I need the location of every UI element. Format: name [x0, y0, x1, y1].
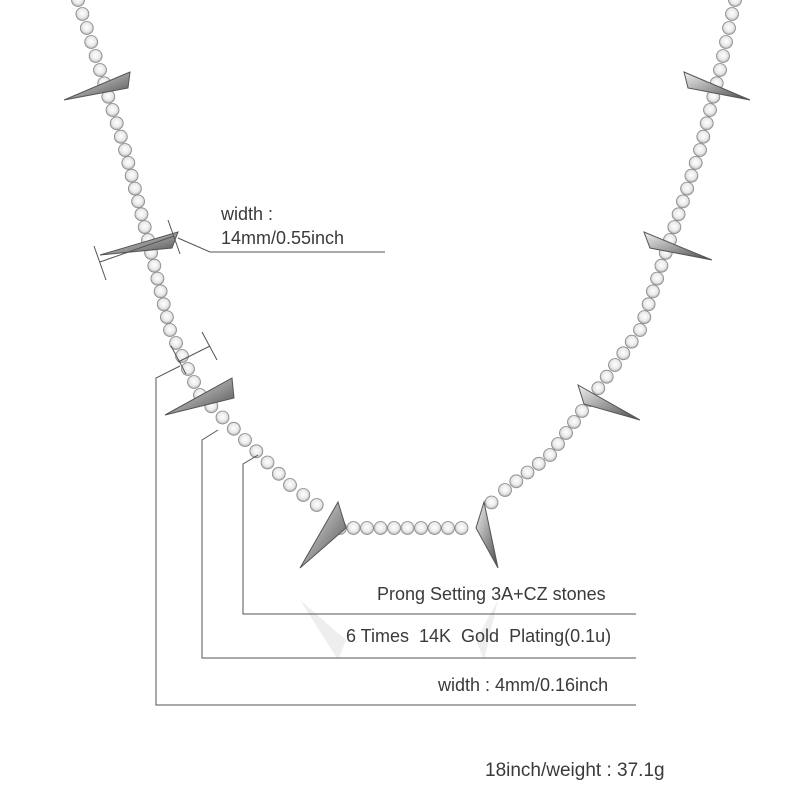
cz-stone [521, 466, 534, 479]
cz-stone [125, 169, 138, 182]
cz-stone [374, 522, 387, 535]
cz-stone [694, 144, 707, 157]
chain-left-strand [72, 0, 324, 512]
cz-stone [552, 438, 565, 451]
cz-stone [415, 522, 428, 535]
cz-stone [347, 522, 360, 535]
chain-right-strand [485, 0, 742, 509]
cz-stone [132, 195, 145, 208]
cz-stone [576, 405, 589, 418]
spike-charm [476, 502, 498, 568]
cz-stone [428, 522, 441, 535]
cz-stone [442, 522, 455, 535]
cz-stone [157, 298, 170, 311]
cz-stone [128, 182, 141, 195]
cz-stone [685, 169, 698, 182]
cz-stone [239, 434, 252, 447]
cz-stone [676, 195, 689, 208]
cz-stone [138, 221, 151, 234]
cz-stone [80, 22, 93, 35]
cz-stone [119, 144, 132, 157]
cz-stone [148, 259, 161, 272]
cz-stone [227, 422, 240, 435]
cz-stone [361, 522, 374, 535]
cz-stone [681, 182, 694, 195]
cz-stone [642, 298, 655, 311]
spike-charm [100, 232, 178, 255]
cz-stone [510, 475, 523, 488]
cz-stone [617, 347, 630, 360]
cz-stone [568, 416, 581, 429]
cz-stone [697, 130, 710, 143]
cz-stone [401, 522, 414, 535]
cz-stone [714, 64, 727, 77]
spike-width-value: 14mm/0.55inch [221, 228, 345, 248]
cz-stone [72, 0, 85, 7]
cz-stone [160, 311, 173, 324]
cz-stone [272, 467, 285, 480]
cz-stone [485, 496, 498, 509]
cz-stone [216, 411, 229, 424]
cz-stone [135, 208, 148, 221]
cz-stone [110, 117, 123, 130]
cz-stone [704, 104, 717, 117]
spike-charm [300, 502, 346, 568]
cz-stone [85, 36, 98, 49]
chain-bottom-strand [334, 522, 469, 535]
cz-stone [689, 156, 702, 169]
cz-stone [188, 376, 201, 389]
cz-stone [76, 8, 89, 21]
cz-stone [729, 0, 742, 7]
cz-stone [700, 117, 713, 130]
plating-label: 6 Times 14K Gold Plating(0.1u) [346, 626, 612, 646]
cz-stone [668, 221, 681, 234]
cz-stone [544, 449, 557, 462]
cz-stone [634, 324, 647, 337]
cz-stone [261, 456, 274, 469]
cz-stone [154, 285, 167, 298]
cz-stone [600, 370, 613, 383]
prong-setting-label: Prong Setting 3A+CZ stones [377, 584, 606, 604]
cz-stone [94, 64, 107, 77]
cz-stone [114, 130, 127, 143]
cz-stone [625, 335, 638, 348]
cz-stone [646, 285, 659, 298]
cz-stone [297, 489, 310, 502]
cz-stone [164, 324, 177, 337]
cz-stone [638, 311, 651, 324]
cz-stone [388, 522, 401, 535]
cz-stone [151, 272, 164, 285]
cz-stone [723, 22, 736, 35]
cz-stone [655, 259, 668, 272]
cz-stone [609, 359, 622, 372]
link-width-label: width : 4mm/0.16inch [438, 675, 609, 695]
cz-stone [651, 272, 664, 285]
cz-stone [532, 457, 545, 470]
length-weight-label: 18inch/weight : 37.1g [485, 760, 665, 781]
cz-stone [122, 156, 135, 169]
cz-stone [499, 484, 512, 497]
cz-stone [89, 50, 102, 63]
cz-stone [455, 522, 468, 535]
spike-charm [644, 232, 712, 260]
cz-stone [717, 50, 730, 63]
cz-stone [726, 8, 739, 21]
spike-width-label: width : [221, 204, 274, 224]
cz-stone [672, 208, 685, 221]
cz-stone [106, 104, 119, 117]
cz-stone [284, 479, 297, 492]
cz-stone [310, 499, 323, 512]
cz-stone [720, 36, 733, 49]
cz-stone [592, 382, 605, 395]
cz-stone [560, 427, 573, 440]
